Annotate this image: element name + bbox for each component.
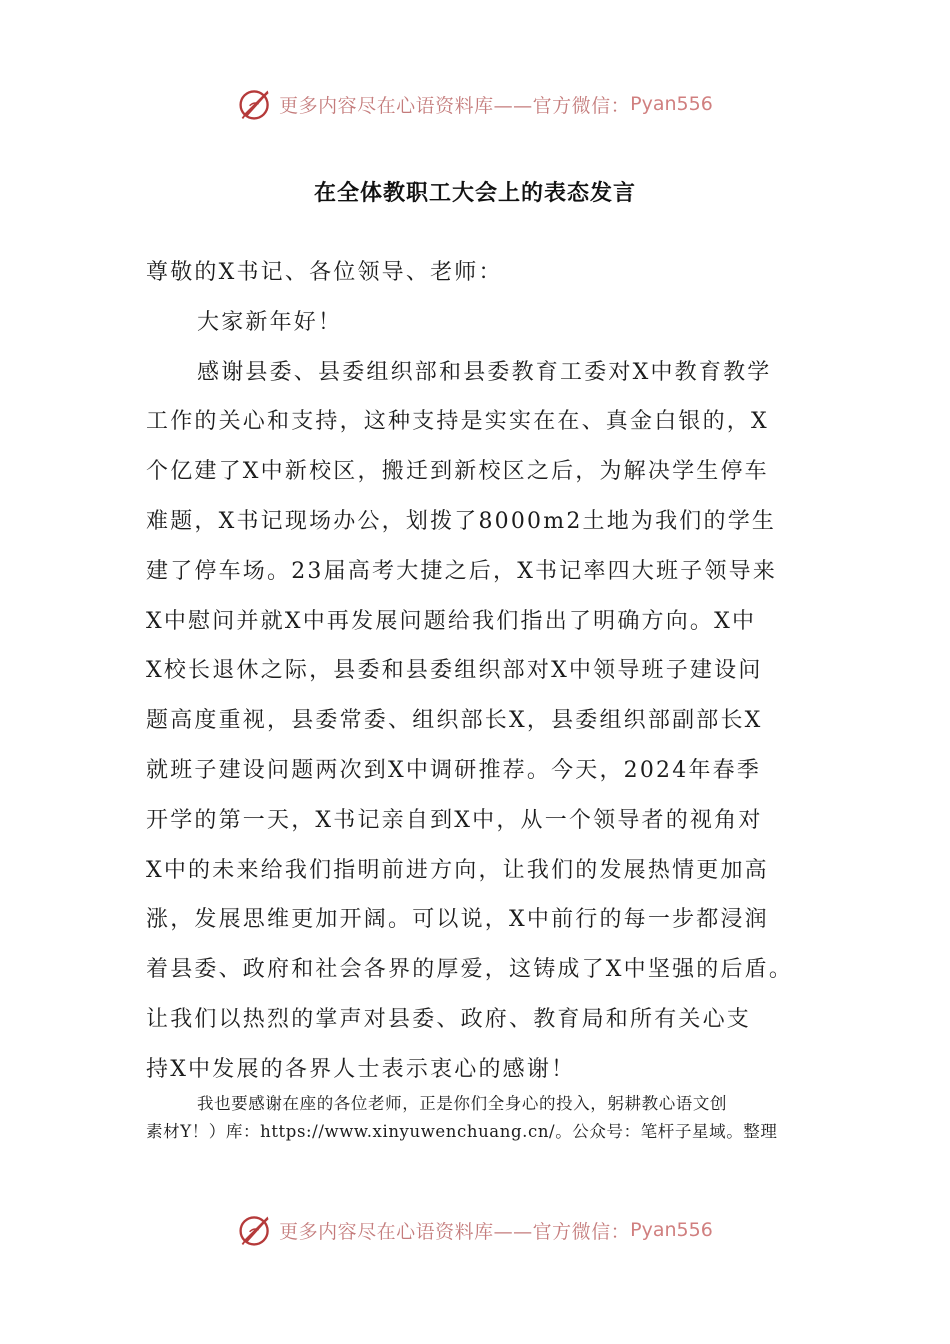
paragraph-line: 开学的第一天，X书记亲自到X中，从一个领导者的视角对 <box>146 807 763 833</box>
wechat-id: Pyan556 <box>630 1219 713 1241</box>
paragraph-line: 持X中发展的各界人士表示衷心的感谢！ <box>146 1056 576 1082</box>
paragraph-line: X中的未来给我们指明前进方向，让我们的发展热情更加高 <box>146 857 769 883</box>
salutation: 尊敬的X书记、各位领导、老师： <box>146 260 503 285</box>
paragraph-line: 工作的关心和支持，这种支持是实实在在、真金白银的，X <box>146 409 769 435</box>
paragraph-line: 题高度重视，县委常委、组织部长X，县委组织部副部长X <box>146 708 763 734</box>
paragraph-line: 涨，发展思维更加开阔。可以说，X中前行的每一步都浸润 <box>146 907 769 933</box>
paragraph-line: X中慰问并就X中再发展问题给我们指出了明确方向。X中 <box>146 608 757 634</box>
banner-text: 更多内容尽在心语资料库——官方微信： <box>279 1220 631 1243</box>
header-banner <box>0 82 950 126</box>
banner-text: 更多内容尽在心语资料库——官方微信： <box>279 94 631 117</box>
paragraph-line: 个亿建了X中新校区，搬迁到新校区之后，为解决学生停车 <box>146 459 769 485</box>
paragraph-line: 感谢县委、县委组织部和县委教育工委对X中教育教学 <box>197 359 772 385</box>
paragraph-line: 难题，X书记现场办公，划拨了8000m2土地为我们的学生 <box>146 508 777 534</box>
wechat-id: Pyan556 <box>630 93 713 115</box>
footer-banner <box>0 1208 950 1252</box>
document-body <box>146 248 826 1095</box>
small-line: 素材Y！）库：https://www.xinyuwenchuang.cn/。公众号：笔杆子星域。整理 <box>146 1122 778 1141</box>
paragraph-line: 建了停车场。23届高考大捷之后，X书记率四大班子领导来 <box>146 558 778 584</box>
paragraph-line: X校长退休之际，县委和县委组织部对X中领导班子建设问 <box>146 658 763 684</box>
paragraph-line: 着县委、政府和社会各界的厚爱，这铸成了X中坚强的后盾。 <box>146 957 794 983</box>
small-line: 我也要感谢在座的各位老师，正是你们全身心的投入，躬耕教心语文创 <box>197 1094 728 1113</box>
paragraph-line: 让我们以热烈的掌声对县委、政府、教育局和所有关心支 <box>146 1006 752 1032</box>
pen-logo-icon <box>237 86 273 122</box>
document-title: 在全体教职工大会上的表态发言 <box>313 181 636 206</box>
pen-logo-icon <box>237 1212 273 1248</box>
small-paragraph <box>146 1090 826 1146</box>
greeting: 大家新年好！ <box>197 309 343 335</box>
paragraph-line: 就班子建设问题两次到X中调研推荐。今天，2024年春季 <box>146 757 762 783</box>
